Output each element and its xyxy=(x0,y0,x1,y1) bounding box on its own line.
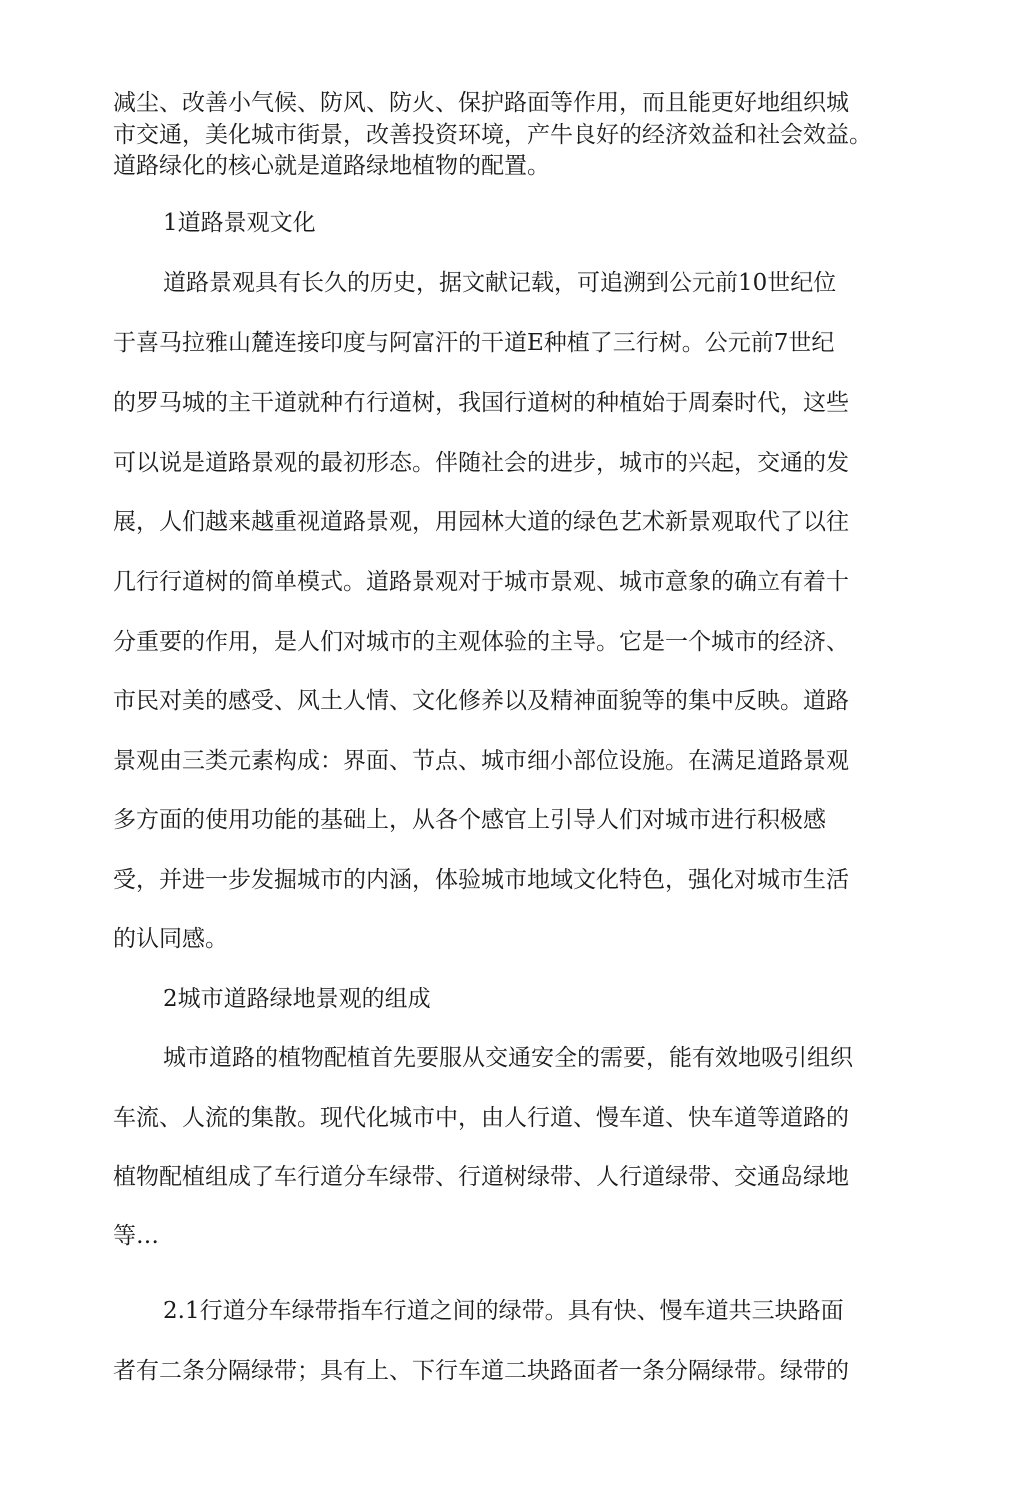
paragraph-line: 于喜马拉雅山麓连接印度与阿富汗的干道E种植了三行树。公元前7世纪 xyxy=(113,330,835,356)
paragraph-line: 的罗马城的主干道就种冇行道树，我国行道树的种植始于周秦时代，这些 xyxy=(113,390,849,416)
paragraph-line: 展，人们越来越重视道路景观，用园林大道的绿色艺术新景观取代了以往 xyxy=(113,509,849,535)
paragraph-line: 道路景观具有长久的历史，据文献记载，可追溯到公元前10世纪位 xyxy=(163,270,837,296)
paragraph-line: 市民对美的感受、风土人情、文化修养以及精神面貌等的集中反映。道路 xyxy=(113,688,849,714)
intro-line: 减尘、改善小气候、防风、防火、保护路面等作用，而且能更好地组织城 xyxy=(113,90,849,116)
paragraph-line: 车流、人流的集散。现代化城市中，由人行道、慢车道、快车道等道路的 xyxy=(113,1105,849,1131)
section-heading: 1道路景观文化 xyxy=(163,210,316,236)
paragraph-line: 景观由三类元素构成：界面、节点、城市细小部位设施。在满足道路景观 xyxy=(113,748,849,774)
paragraph-line: 多方面的使用功能的基础上，从各个感官上引导人们对城市进行积极感 xyxy=(113,807,826,833)
paragraph-line: 分重要的作用，是人们对城市的主观体验的主导。它是一个城市的经济、 xyxy=(113,629,849,655)
paragraph-line: 的认同感。 xyxy=(113,926,228,952)
section-heading: 2城市道路绿地景观的组成 xyxy=(163,986,431,1012)
paragraph-line: 2.1行道分车绿带指车行道之间的绿带。具有快、慢车道共三块路面 xyxy=(163,1298,844,1324)
paragraph-line: 受，并进一步发掘城市的内涵，体验城市地域文化特色，强化对城市生活 xyxy=(113,867,849,893)
intro-line: 道路绿化的核心就是道路绿地植物的配置。 xyxy=(113,153,550,179)
paragraph-line: 植物配植组成了车行道分车绿带、行道树绿带、人行道绿带、交通岛绿地 xyxy=(113,1164,849,1190)
paragraph-line: 城市道路的植物配植首先要服从交通安全的需要，能有效地吸引组织 xyxy=(163,1045,853,1071)
intro-line: 市交通，美化城市街景，改善投资环境，产牛良好的经济效益和社会效益。 xyxy=(113,122,872,148)
paragraph-line: 几行行道树的简单模式。道路景观对于城市景观、城市意象的确立有着十 xyxy=(113,569,849,595)
paragraph-line: 等… xyxy=(113,1223,159,1249)
paragraph-line: 可以说是道路景观的最初形态。伴随社会的进步，城市的兴起，交通的发 xyxy=(113,450,849,476)
paragraph-line: 者有二条分隔绿带；具有上、下行车道二块路面者一条分隔绿带。绿带的 xyxy=(113,1358,849,1384)
